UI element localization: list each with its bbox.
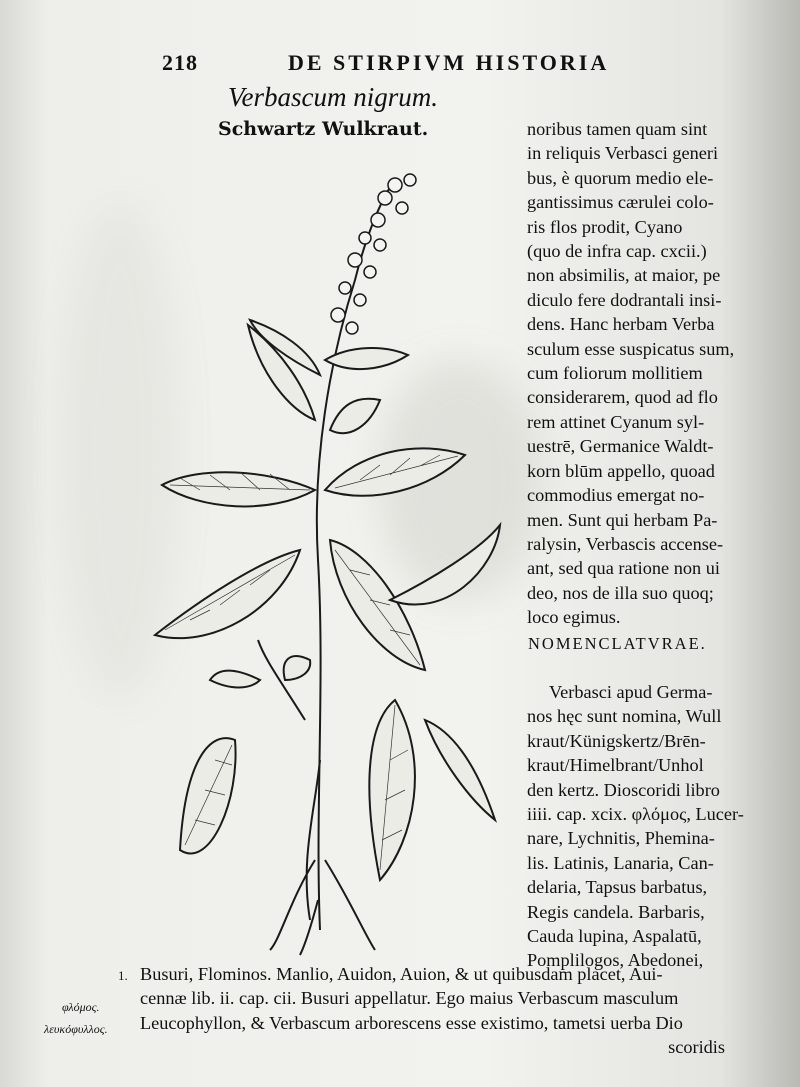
leaf (210, 671, 260, 688)
page-header (150, 50, 650, 80)
text-line: uestrē, Germanice Waldt- (527, 436, 714, 457)
text-line: nare, Lychnitis, Phemina- (527, 828, 715, 849)
text-line: Verbasci apud Germa- (549, 682, 713, 702)
leaf (330, 399, 380, 433)
text-line: gantissimus cærulei colo- (527, 192, 714, 213)
text-line: iiii. cap. xcix. φλόμος, Lucer- (527, 804, 744, 825)
text-line: bus, è quorum medio ele- (527, 167, 714, 188)
plant-subtitle: Schwartz Wulkraut. (218, 118, 429, 140)
text-line: noribus tamen quam sint (527, 119, 708, 139)
text-line: non absimilis, at maior, pe (527, 265, 721, 286)
side-stem (258, 640, 305, 720)
leaf (369, 700, 415, 880)
page-number: 218 (162, 50, 198, 75)
margin-note-greek: λευκόφυλλος. (44, 1022, 108, 1036)
text-line: cum foliorum mollitiem (527, 363, 703, 384)
catchword: scoridis (668, 1037, 725, 1058)
running-head: DE STIRPIVM HISTORIA (288, 50, 610, 75)
margin-note-greek: φλόμος. (62, 1000, 100, 1014)
text-line: ant, sed qua ratione non ui (527, 558, 720, 579)
leaf (325, 348, 408, 369)
text-line: Pomplilogos, Abedonei, (527, 950, 704, 971)
section-heading: NOMENCLATVRAE. (528, 634, 707, 653)
flower-spike (331, 174, 416, 334)
text-line: diculo fere dodrantali insi- (527, 289, 722, 310)
text-line: kraut/Himelbrant/Unhol (527, 755, 704, 776)
text-line: (quo de infra cap. cxcii.) (527, 241, 707, 262)
text-line: Busuri, Flominos. Manlio, Auidon, Auion, & ut quibusdam placet, Aui- (140, 964, 663, 984)
text-line: commodius emergat no- (527, 485, 705, 506)
text-line: deo, nos de illa suo quoq; (527, 582, 714, 603)
leaf (284, 656, 310, 680)
text-line: men. Sunt qui herbam Pa- (527, 509, 718, 530)
plant-title: Verbascum nigrum. (228, 82, 438, 112)
leaves (155, 320, 500, 880)
text-line: dens. Hanc herbam Verba (527, 314, 715, 335)
text-line: korn blūm appello, quoad (527, 460, 715, 481)
plant-woodcut-illustration (140, 160, 520, 960)
leaf (425, 720, 495, 820)
text-line: Regis candela. Barbaris, (527, 901, 705, 922)
text-line: Cauda lupina, Aspalatū, (527, 926, 702, 947)
text-line: den kertz. Dioscoridi libro (527, 779, 720, 800)
leaf (390, 525, 500, 605)
text-line: lis. Latinis, Lanaria, Can- (527, 852, 714, 873)
text-line: ralysin, Verbascis accense- (527, 533, 724, 554)
text-line: cennæ lib. ii. cap. cii. Busuri appellatur. Ego maius Verbascum masculum (140, 988, 679, 1009)
margin-note-number: 1. (118, 968, 128, 983)
nomenclature-text (527, 680, 787, 973)
root (270, 760, 375, 955)
text-line: kraut/Künigskertz/Brēn- (527, 730, 706, 751)
text-line: sculum esse suspicatus sum, (527, 338, 735, 359)
text-line: loco egimus. (527, 607, 621, 628)
text-line: nos hęc sunt nomina, Wull (527, 706, 722, 727)
text-line: in reliquis Verbasci generi (527, 143, 719, 164)
text-line: considerarem, quod ad flo (527, 387, 718, 408)
text-line: Leucophyllon, & Verbascum arborescens esse existimo, tametsi uerba Dio (140, 1012, 683, 1033)
text-line: rem attinet Cyanum syl- (527, 411, 705, 432)
full-width-text (140, 962, 780, 1060)
text-line: delaria, Tapsus barbatus, (527, 877, 708, 898)
main-column-text (527, 117, 787, 630)
text-line: ris flos prodit, Cyano (527, 216, 683, 237)
